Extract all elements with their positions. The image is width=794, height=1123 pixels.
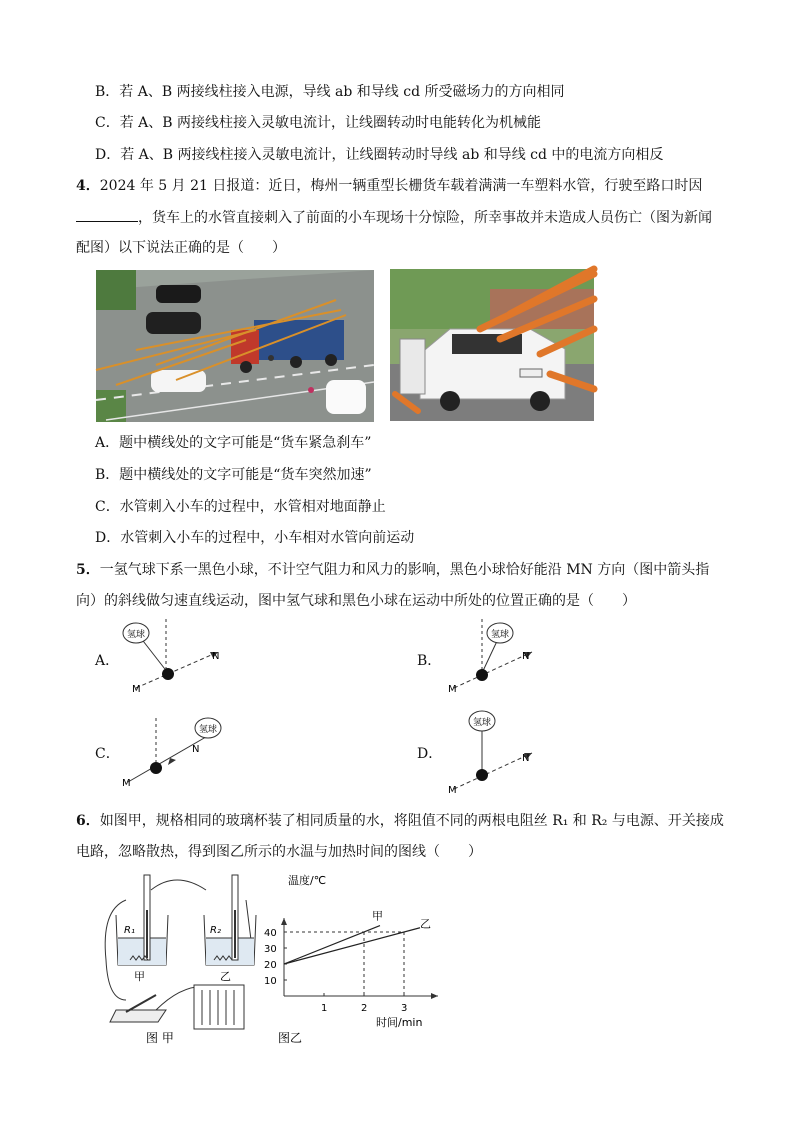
q4-text-line2: ，货车上的水管直接刺入了前面的小车现场十分惊险，所幸事故并未造成人员伤亡（图为新闻 bbox=[138, 210, 712, 226]
q6-text-line1: 如图甲，规格相同的玻璃杯装了相同质量的水，将阻值不同的两根电阻丝 R₁ 和 R₂ 与电源、开关接成 bbox=[99, 813, 724, 829]
q6-figure-chart bbox=[264, 872, 446, 1052]
chart-xlabel: 时间/min bbox=[376, 1016, 423, 1029]
q5-option-c-label: C． bbox=[95, 746, 120, 762]
chart-x-tick-label: 2 bbox=[361, 1003, 368, 1014]
q5-a-label-m: M bbox=[132, 684, 141, 695]
circuit-caption: 图 甲 bbox=[146, 1031, 174, 1045]
q5-c-label-m: M bbox=[122, 778, 131, 789]
chart-y-tick-label: 20 bbox=[264, 960, 277, 971]
circuit-cup1-label: 甲 bbox=[134, 970, 145, 983]
q5-figure-b bbox=[440, 615, 560, 695]
q5-stem-line2: 向）的斜线做匀速直线运动，图中氢气球和黑色小球在运动中所处的位置正确的是（ ） bbox=[76, 593, 636, 609]
chart-series-line-2 bbox=[284, 928, 420, 964]
q3-option-b: B．若 A、B 两接线柱接入电源，导线 ab 和导线 cd 所受磁场力的方向相同 bbox=[95, 84, 565, 100]
q5-b-balloon-text: 氢球 bbox=[490, 630, 510, 640]
q5-text-line1: 一氢气球下系一黑色小球，不计空气阻力和风力的影响，黑色小球恰好能沿 MN 方向（图中箭头指 bbox=[99, 562, 710, 578]
circuit-r2-label: R₂ bbox=[210, 925, 221, 936]
q4-stem-line1 bbox=[76, 176, 702, 196]
q5-b-label-m: M bbox=[448, 684, 457, 695]
chart-y-arrow bbox=[281, 918, 287, 925]
q5-d-label-n: N bbox=[522, 753, 530, 764]
q4-stem-line3: 配图）以下说法正确的是（ ） bbox=[76, 240, 286, 256]
q5-c-label-n: N bbox=[192, 744, 200, 755]
news-photo-car bbox=[390, 269, 594, 421]
news-photo-truck bbox=[96, 270, 374, 422]
q5-a-label-n: N bbox=[212, 651, 220, 662]
q5-stem-line1 bbox=[76, 560, 709, 580]
q6-stem-line2: 电路，忽略散热，得到图乙所示的水温与加热时间的图线（ ） bbox=[76, 844, 482, 860]
q5-a-balloon-text: 氢球 bbox=[126, 630, 146, 640]
circuit-cup2-label: 乙 bbox=[220, 970, 231, 983]
q5-figure-c bbox=[118, 710, 238, 790]
q5-b-label-n: N bbox=[522, 651, 530, 662]
chart-y-tick-label: 30 bbox=[264, 944, 277, 955]
q6-number: 6． bbox=[76, 813, 100, 829]
chart-x-arrow bbox=[431, 993, 438, 999]
chart-x-tick-label: 3 bbox=[401, 1003, 408, 1014]
q4-stem-line2 bbox=[76, 207, 712, 228]
q6-stem-line1 bbox=[76, 811, 724, 831]
q4-option-b: B．题中横线处的文字可能是“货车突然加速” bbox=[95, 467, 372, 483]
q4-option-c: C．水管刺入小车的过程中，水管相对地面静止 bbox=[95, 499, 386, 515]
chart-y-tick-label: 40 bbox=[264, 928, 277, 939]
q4-number: 4． bbox=[76, 178, 100, 194]
q5-figure-a bbox=[118, 615, 238, 695]
q5-number: 5． bbox=[76, 562, 100, 578]
chart-ylabel: 温度/℃ bbox=[288, 874, 327, 887]
q4-text-line1: 2024 年 5 月 21 日报道：近日，梅州一辆重型长栅货车载着满满一车塑料水管，行驶至路口时因 bbox=[99, 178, 703, 194]
q3-option-d: D．若 A、B 两接线柱接入灵敏电流计，让线圈转动时导线 ab 和导线 cd 中的电流方向相反 bbox=[95, 147, 664, 163]
q3-option-c: C．若 A、B 两接线柱接入灵敏电流计，让线圈转动时电能转化为机械能 bbox=[95, 115, 542, 131]
q6-figure-circuit bbox=[96, 870, 276, 1050]
circuit-r1-label: R₁ bbox=[124, 925, 135, 936]
q4-option-a: A．题中横线处的文字可能是“货车紧急刹车” bbox=[95, 435, 372, 451]
q5-option-b-label: B． bbox=[417, 653, 442, 669]
q5-option-a-label: A． bbox=[95, 653, 120, 669]
chart-caption: 图乙 bbox=[278, 1031, 303, 1045]
q5-c-balloon-text: 氢球 bbox=[198, 725, 218, 735]
q5-figure-d bbox=[440, 703, 560, 795]
q4-blank bbox=[76, 207, 138, 222]
chart-y-tick-label: 10 bbox=[264, 976, 277, 987]
q5-option-d-label: D． bbox=[417, 746, 443, 762]
chart-series-line-1 bbox=[284, 926, 380, 964]
chart-series-label-1: 甲 bbox=[372, 909, 383, 923]
q5-d-balloon-text: 氢球 bbox=[472, 718, 492, 728]
q4-option-d: D．水管刺入小车的过程中，小车相对水管向前运动 bbox=[95, 530, 415, 546]
q5-d-label-m: M bbox=[448, 785, 457, 796]
chart-x-tick-label: 1 bbox=[321, 1003, 328, 1014]
chart-series-label-2: 乙 bbox=[420, 917, 431, 931]
